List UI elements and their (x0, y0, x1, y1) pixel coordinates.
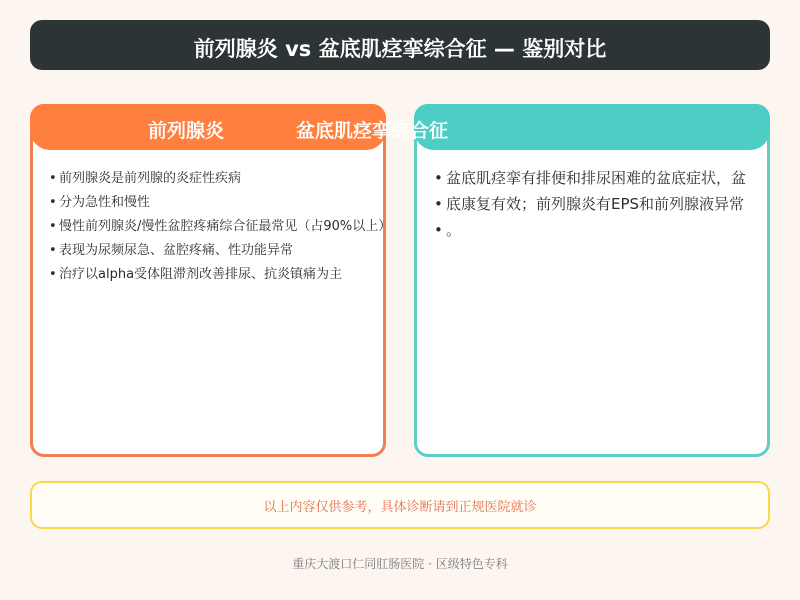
list-item: • 分为急性和慢性 (49, 195, 151, 210)
disclaimer-box (30, 481, 770, 529)
list-item: • 盆底肌痉挛有排便和排尿困难的盆底症状，盆 (434, 169, 747, 187)
list-item: • 。 (434, 221, 462, 239)
prostatitis-card-header (30, 104, 449, 150)
list-item: • 治疗以alpha受体阻滞剂改善排尿、抗炎镇痛为主 (49, 267, 343, 282)
list-item: • 前列腺炎是前列腺的炎症性疾病 (49, 171, 242, 186)
prostatitis-card-title: 前列腺炎 (148, 120, 225, 142)
pelvic-floor-card-header (414, 104, 770, 150)
page-title: 前列腺炎 vs 盆底肌痉挛综合征 — 鉴别对比 (193, 37, 607, 61)
title-bar (30, 20, 770, 70)
pelvic-floor-points (434, 165, 774, 243)
pelvic-floor-card (414, 104, 770, 457)
pelvic-floor-card-title: 盆底肌痉挛综合征 (296, 120, 449, 142)
list-item: • 表现为尿频尿急、盆腔疼痛、性功能异常 (49, 243, 294, 258)
footer-text: 重庆大渡口仁同肛肠医院 · 区级特色专科 (292, 557, 508, 571)
disclaimer-text: 以上内容仅供参考，具体诊断请到正规医院就诊 (263, 499, 537, 515)
prostatitis-card (30, 104, 449, 457)
prostatitis-points (49, 167, 449, 287)
list-item: • 底康复有效；前列腺炎有EPS和前列腺液异常 (434, 195, 745, 213)
list-item: • 慢性前列腺炎/慢性盆腔疼痛综合征最常见（占90%以上） (49, 219, 392, 234)
